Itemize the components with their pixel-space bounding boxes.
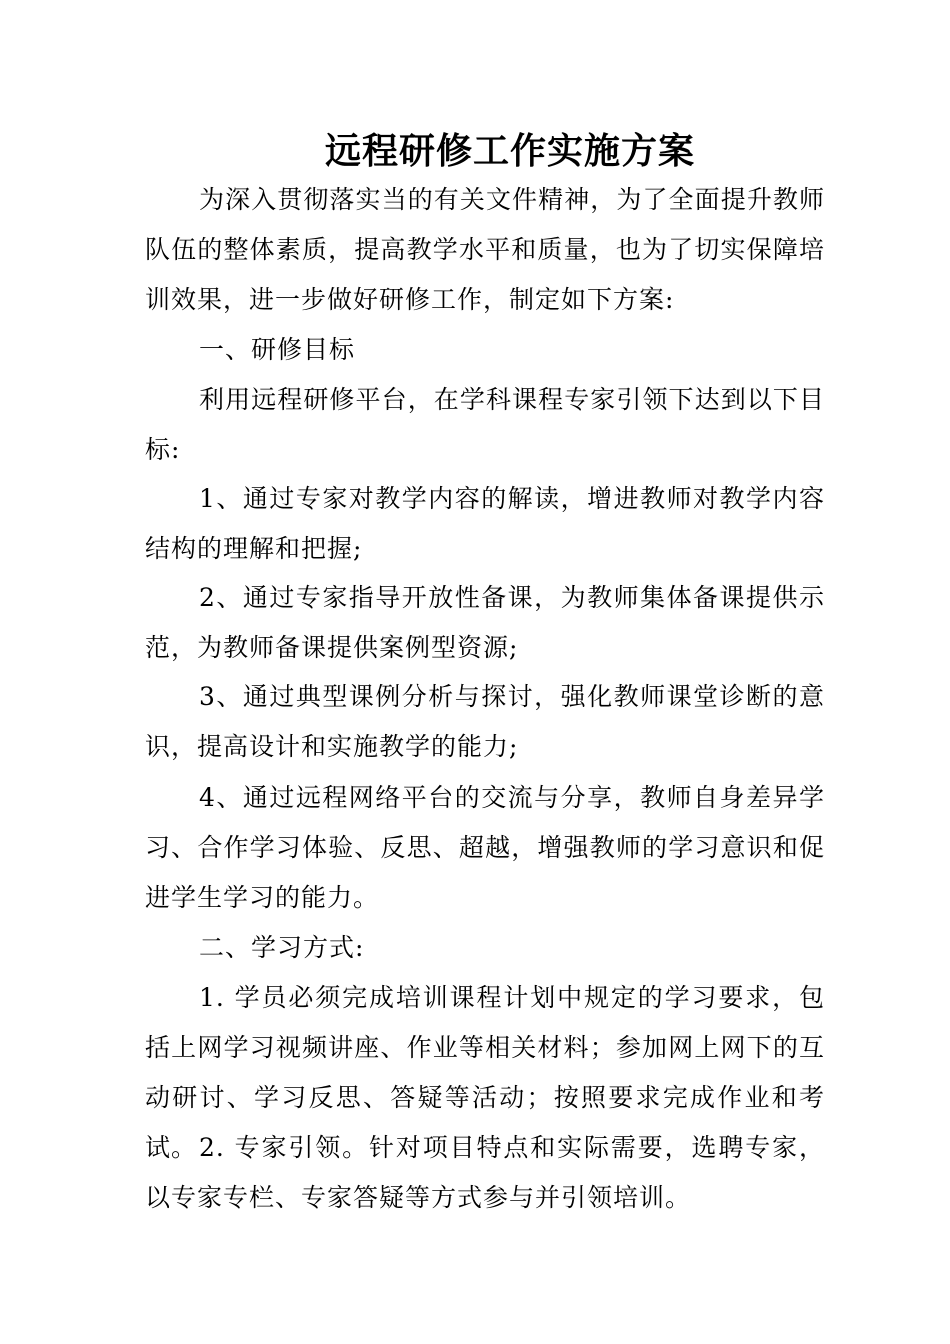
goal-item-4: 4、通过远程网络平台的交流与分享，教师自身差异学习、合作学习体验、反思、超越，增强教师的学习意识和促进学生学习的能力。: [145, 783, 825, 912]
heading-research-goals: 一、研修目标: [199, 335, 356, 364]
paragraph-intro: 为深入贯彻落实当的有关文件精神，为了全面提升教师队伍的整体素质，提高教学水平和质量，也为了切实保障培训效果，进一步做好研修工作，制定如下方案:: [145, 185, 825, 314]
method-item-2: 2. 专家引领。针对项目特点和实际需要，选聘专家，以专家专栏、专家答疑等方式参与并引领培训。: [145, 1133, 825, 1212]
heading-learning-methods: 二、学习方式:: [199, 933, 365, 962]
paragraph-goals-intro: 利用远程研修平台，在学科课程专家引领下达到以下目标:: [145, 385, 825, 464]
goal-item-3: 3、通过典型课例分析与探讨，强化教师课堂诊断的意识，提高设计和实施教学的能力;: [145, 682, 825, 761]
method-item-1: 1. 学员必须完成培训课程计划中规定的学习要求，包括上网学习视频讲座、作业等相关材料；参加网上网下的互动研讨、学习反思、答疑等活动；按照要求完成作业和考试。: [145, 983, 825, 1162]
document-title: 远程研修工作实施方案: [324, 130, 695, 172]
goal-item-2: 2、通过专家指导开放性备课，为教师集体备课提供示范，为教师备课提供案例型资源;: [145, 583, 825, 662]
goal-item-1: 1、通过专家对教学内容的解读，增进教师对教学内容结构的理解和把握;: [145, 484, 825, 563]
